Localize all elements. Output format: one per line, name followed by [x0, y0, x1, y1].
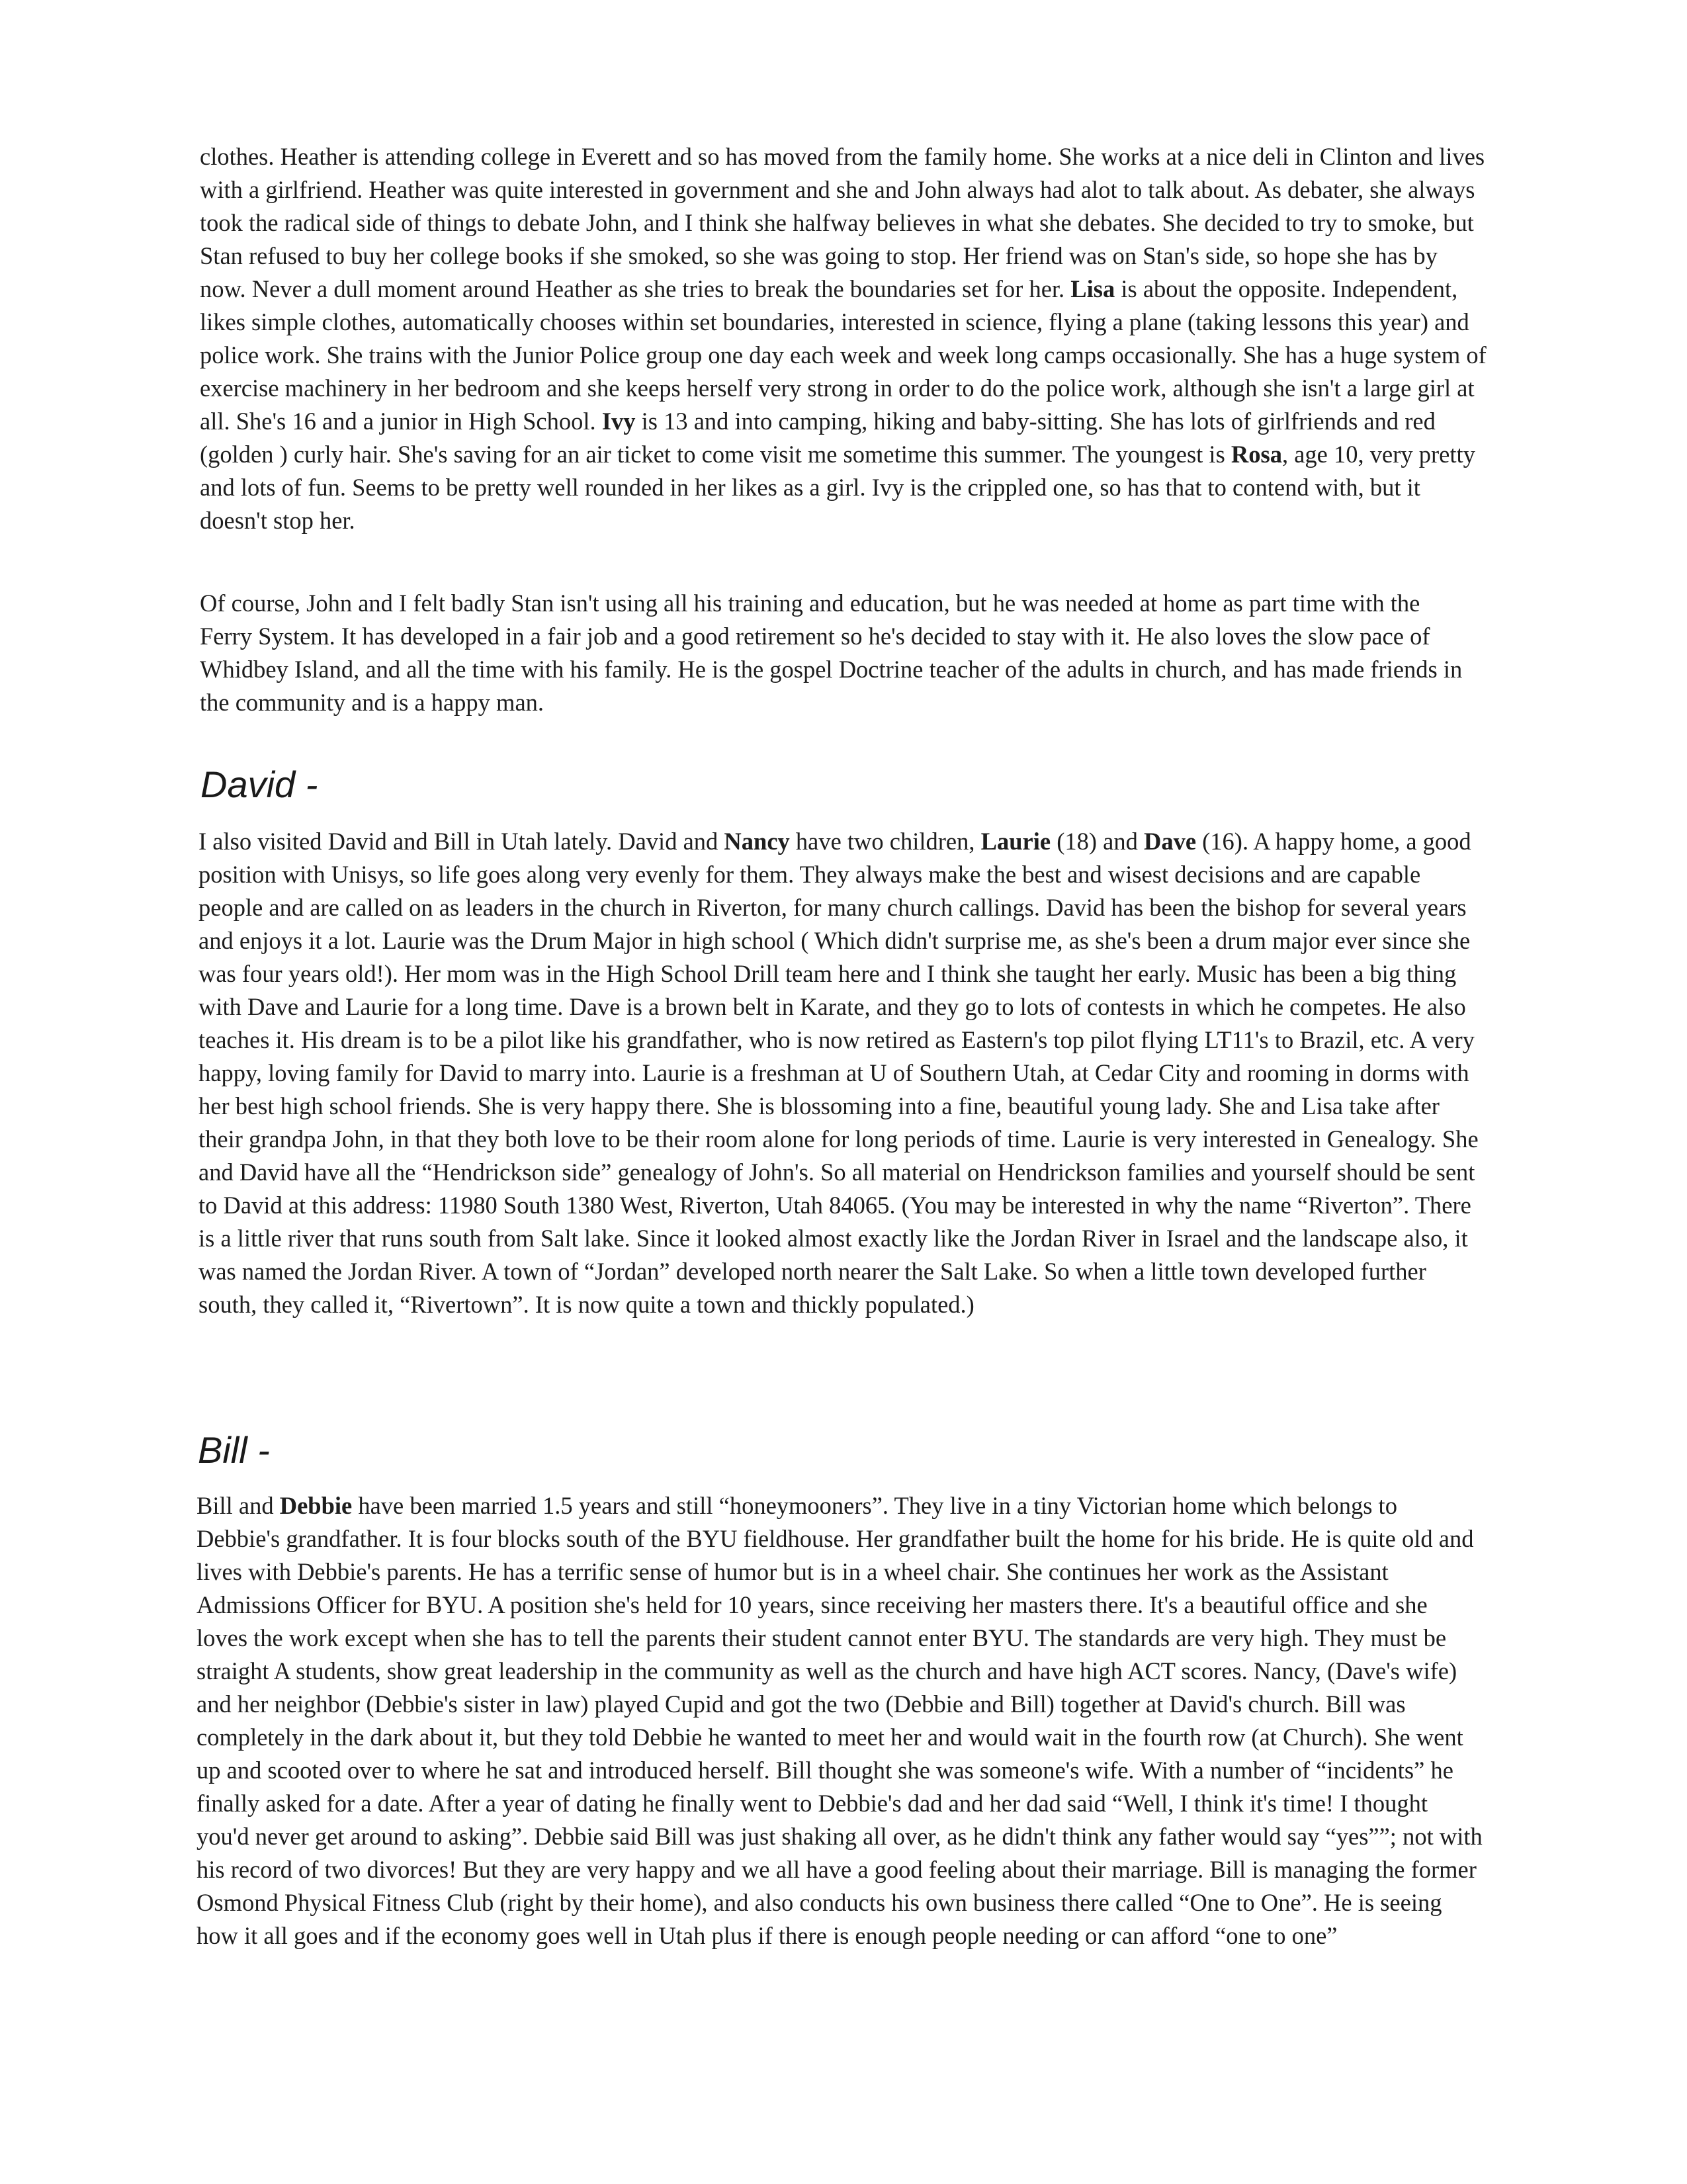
bold-name: Ivy [601, 408, 636, 435]
bold-name: Nancy [724, 828, 790, 855]
bold-name: Laurie [980, 828, 1051, 855]
heading-david: David - [200, 764, 318, 805]
bold-name: Lisa [1070, 275, 1115, 302]
paragraph-family-daughters: clothes. Heather is attending college in Everett and so has moved from the family home. She works at a nice deli in Clinton and lives with a girlfriend. Heather was quite interested in government and she and John always had alot to talk about. As debater, she always took the radical side of things to debate John, and I think she halfway believes in what she debates. She decided to try to smoke, but Stan refused to buy her college books if she smoked, so she was going to stop. Her friend was on Stan's side, so hope she has by now. Never a dull moment around Heather as she tries to break the boundaries set for her. Lisa is about the opposite. Independent, likes simple clothes, automatically chooses within set boundaries, interested in science, flying a plane (taking lessons this year) and police work. She trains with the Junior Police group one day each week and week long camps occasionally. She has a huge system of exercise machinery in her bedroom and she keeps herself very strong in order to do the police work, although she isn't a large girl at all. She's 16 and a junior in High School. Ivy is 13 and into camping, hiking and baby-sitting. She has lots of girlfriends and red (golden ) curly hair. She's saving for an air ticket to come visit me sometime this summer. The youngest is Rosa, age 10, very pretty and lots of fun. Seems to be pretty well rounded in her likes as a girl. Ivy is the crippled one, so has that to contend with, but it doesn't stop her. [200, 143, 1487, 534]
paragraph-david: I also visited David and Bill in Utah lately. David and Nancy have two children, Laurie (18) and Dave (16). A happy home, a good position with Unisys, so life goes along very evenly for them. They always make the best and wisest decisions and are capable people and are called on as leaders in the church in Riverton, for many church callings. David has been the bishop for several years and enjoys it a lot. Laurie was the Drum Major in high school ( Which didn't surprise me, as she's been a drum major ever since she was four years old!). Her mom was in the High School Drill team here and I think she taught her early. Music has been a big thing with Dave and Laurie for a long time. Dave is a brown belt in Karate, and they go to lots of contests in which he competes. He also teaches it. His dream is to be a pilot like his grandfather, who is now retired as Eastern's top pilot flying LT11's to Brazil, etc. A very happy, loving family for David to marry into. Laurie is a freshman at U of Southern Utah, at Cedar City and rooming in dorms with her best high school friends. She is very happy there. She is blossoming into a fine, beautiful young lady. She and Lisa take after their grandpa John, in that they both love to be their room alone for long periods of time. Laurie is very interested in Genealogy. She and David have all the “Hendrickson side” genealogy of John's. So all material on Hendrickson families and yourself should be sent to David at this address: 11980 South 1380 West, Riverton, Utah 84065. (You may be interested in why the name “Riverton”. There is a little river that runs south from Salt lake. Since it looked almost exactly like the Jordan River in Israel and the landscape also, it was named the Jordan River. A town of “Jordan” developed north nearer the Salt Lake. So when a little town developed further south, they called it, “Rivertown”. It is now quite a town and thickly populated.) [198, 828, 1479, 1318]
bold-name: Debbie [279, 1492, 353, 1519]
bold-name: Dave [1143, 828, 1197, 855]
paragraph-bill: Bill and Debbie have been married 1.5 years and still “honeymooners”. They live in a tiny Victorian home which belongs to Debbie's grandfather. It is four blocks south of the BYU fieldhouse. Her grandfather built the home for his bride. He is quite old and lives with Debbie's parents. He has a terrific sense of humor but is in a wheel chair. She continues her work as the Assistant Admissions Officer for BYU. A position she's held for 10 years, since receiving her masters there. It's a beautiful office and she loves the work except when she has to tell the parents their student cannot enter BYU. The standards are very high. They must be straight A students, show great leadership in the community as well as the church and have high ACT scores. Nancy, (Dave's wife) and her neighbor (Debbie's sister in law) played Cupid and got the two (Debbie and Bill) together at David's church. Bill was completely in the dark about it, but they told Debbie he wanted to meet her and would wait in the fourth row (at Church). She went up and scooted over to where he sat and introduced herself. Bill thought she was someone's wife. With a number of “incidents” he finally asked for a date. After a year of dating he finally went to Debbie's dad and her dad said “Well, I think it's time! I thought you'd never get around to asking”. Debbie said Bill was just shaking all over, as he didn't think any father would say “yes””; not with his record of two divorces! But they are very happy and we all have a good feeling about their marriage. Bill is managing the former Osmond Physical Fitness Club (right by their home), and also conducts his own business there called “One to One”. He is seeing how it all goes and if the economy goes well in Utah plus if there is enough people needing or can afford “one to one” [196, 1492, 1483, 1949]
heading-bill: Bill - [198, 1429, 270, 1471]
bold-name: Rosa [1231, 441, 1282, 468]
paragraph-stan: Of course, John and I felt badly Stan isn't using all his training and education, but he was needed at home as part time with the Ferry System. It has developed in a fair job and a good retirement so he's decided to stay with it. He also loves the slow pace of Whidbey Island, and all the time with his family. He is the gospel Doctrine teacher of the adults in church, and has made friends in the community and is a happy man. [200, 590, 1463, 716]
